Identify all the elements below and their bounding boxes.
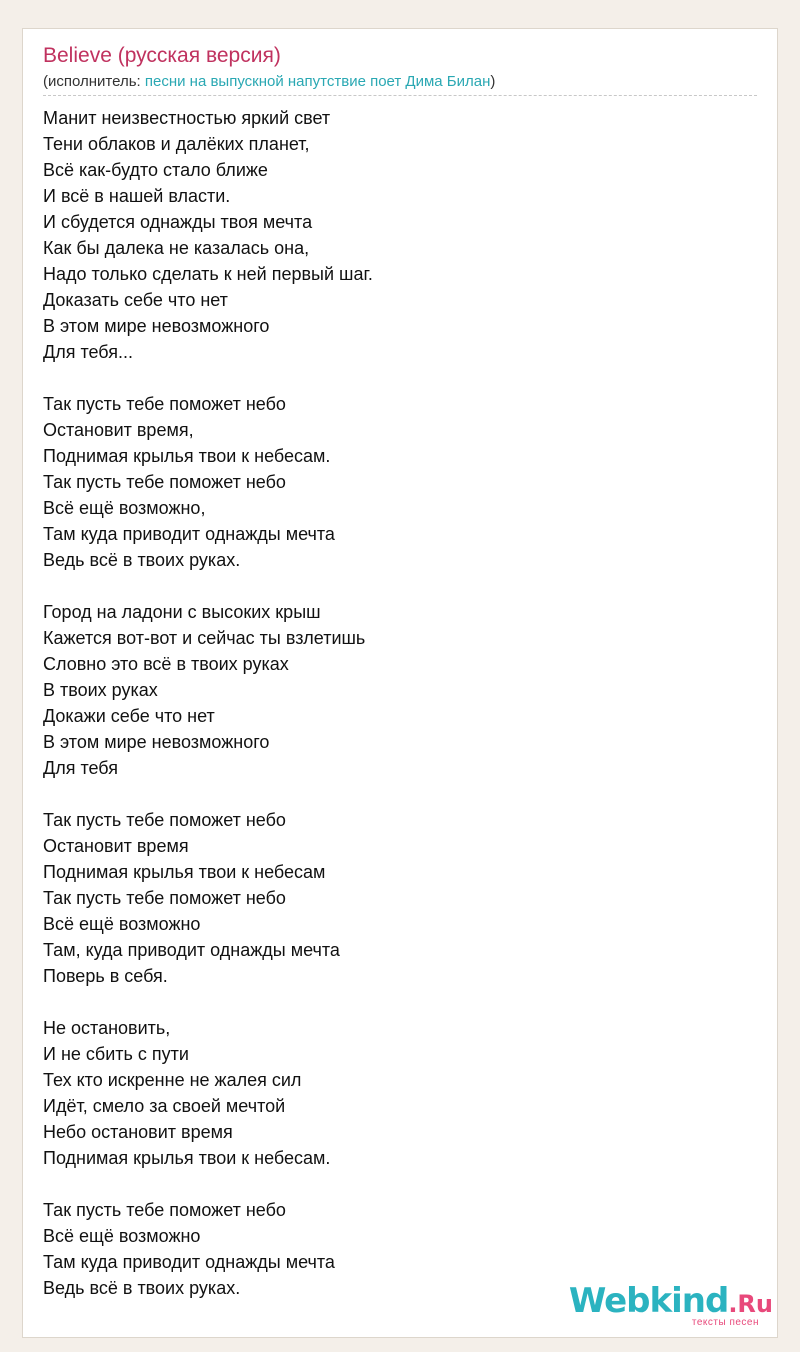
logo-tagline: тексты песен	[691, 1317, 759, 1328]
lyrics-card	[22, 28, 778, 1338]
lyric-line: В этом мире невозможного	[43, 316, 270, 336]
stanza-gap	[43, 989, 743, 1015]
lyric-line: Так пусть тебе поможет небо	[43, 1200, 286, 1220]
lyric-line: Ведь всё в твоих руках.	[43, 1278, 241, 1298]
logo-word: Webkind	[568, 1281, 729, 1321]
lyric-line: Так пусть тебе поможет небо	[43, 394, 286, 414]
lyric-line: Для тебя	[43, 758, 118, 778]
lyric-line: В твоих руках	[43, 680, 158, 700]
lyric-line: Так пусть тебе поможет небо	[43, 472, 286, 492]
stanza-gap	[43, 781, 743, 807]
artist-suffix: )	[490, 73, 496, 90]
lyric-line: Так пусть тебе поможет небо	[43, 810, 286, 830]
lyric-line: Поднимая крылья твои к небесам	[43, 862, 326, 882]
stanza-gap	[43, 365, 743, 391]
lyric-line: Всё ещё возможно,	[43, 498, 206, 518]
lyric-line: Поднимая крылья твои к небесам.	[43, 446, 331, 466]
lyric-line: Небо остановит время	[43, 1122, 233, 1142]
lyric-line: Для тебя...	[43, 342, 133, 362]
webkind-logo[interactable]	[568, 1281, 773, 1329]
lyric-line: Всё ещё возможно	[43, 1226, 201, 1246]
lyric-line: Идёт, смело за своей мечтой	[43, 1096, 286, 1116]
song-title: Believe (русская версия)	[43, 44, 281, 67]
lyric-line: И сбудется однажды твоя мечта	[43, 212, 313, 232]
lyric-line: Надо только сделать к ней первый шаг.	[43, 264, 373, 284]
lyric-line: Всё ещё возможно	[43, 914, 201, 934]
lyric-line: Поверь в себя.	[43, 966, 168, 986]
artist-prefix: (исполнитель:	[43, 73, 145, 90]
lyric-line: Остановит время,	[43, 420, 194, 440]
divider	[43, 95, 757, 96]
lyric-line: Доказать себе что нет	[43, 290, 228, 310]
stanza-gap	[43, 1171, 743, 1197]
lyric-line: В этом мире невозможного	[43, 732, 270, 752]
artist-link[interactable]: песни на выпускной напутствие поет Дима Билан	[144, 73, 491, 90]
lyric-line: Тени облаков и далёких планет,	[43, 134, 310, 154]
lyric-line: Всё как-будто стало ближе	[43, 160, 268, 180]
lyric-line: Там куда приводит однажды мечта	[43, 524, 335, 544]
lyric-line: Манит неизвестностью яркий свет	[43, 108, 331, 128]
lyric-line: И не сбить с пути	[43, 1044, 189, 1064]
lyric-line: Город на ладони с высоких крыш	[43, 602, 321, 622]
lyric-line: Поднимая крылья твои к небесам.	[43, 1148, 331, 1168]
artist-line	[43, 71, 495, 93]
lyric-line: Не остановить,	[43, 1018, 171, 1038]
lyric-line: Ведь всё в твоих руках.	[43, 550, 241, 570]
lyric-line: Тех кто искренне не жалея сил	[43, 1070, 302, 1090]
lyrics-text	[43, 105, 743, 1301]
stanza-gap	[43, 573, 743, 599]
lyric-line: Там куда приводит однажды мечта	[43, 1252, 335, 1272]
lyric-line: Там, куда приводит однажды мечта	[43, 940, 340, 960]
lyric-line: Так пусть тебе поможет небо	[43, 888, 286, 908]
lyric-line: Как бы далека не казалась она,	[43, 238, 310, 258]
lyric-line: Докажи себе что нет	[43, 706, 215, 726]
lyric-line: Словно это всё в твоих руках	[43, 654, 289, 674]
lyric-line: Кажется вот-вот и сейчас ты взлетишь	[43, 628, 366, 648]
logo-tld: .Ru	[728, 1290, 773, 1318]
lyric-line: Остановит время	[43, 836, 189, 856]
lyric-line: И всё в нашей власти.	[43, 186, 231, 206]
